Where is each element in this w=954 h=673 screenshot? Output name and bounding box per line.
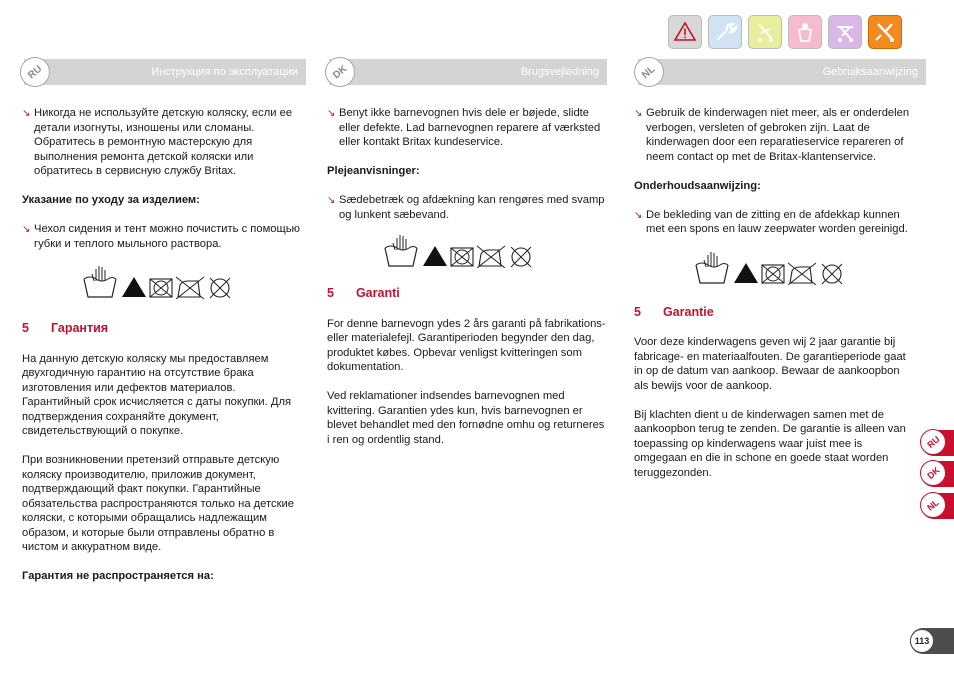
side-tab-nl[interactable]: NL — [921, 493, 954, 519]
no-iron-icon — [788, 263, 816, 285]
page-number: 113 — [910, 629, 934, 653]
care-symbols-nl — [694, 249, 916, 285]
no-dry-clean-icon — [511, 247, 531, 267]
top-icon-strip — [668, 15, 902, 49]
list-item: ↘ Benyt ikke barnevognen hvis dele er bøjede, slidte eller defekte. Lad barnevognen reparere af værksted eller kontakt Britax kundeservice. — [327, 107, 601, 148]
care-symbols-ru — [82, 263, 304, 299]
arrow-bullet-icon: ↘ — [22, 224, 31, 235]
language-badge-nl: NL — [634, 57, 664, 87]
header-title-nl: Gebruiksaanwijzing — [822, 66, 918, 78]
paragraph: Ved reklamationer indsendes barnevognen med kvittering. Garantien ydes kun, hvis barnevognen er blevet behandlet med den fornødne omhu og returneres i ren og ordentlig stand. — [327, 390, 605, 446]
bleach-icon — [423, 246, 447, 266]
bleach-icon — [122, 277, 146, 297]
section-heading-dk: 5 Garanti — [327, 286, 400, 300]
stroller-yellow-icon — [748, 15, 782, 49]
list-item: ↘ Чехол сидения и тент можно почистить с помощью губки и теплого мыльного раствора. — [22, 223, 300, 250]
column-dk — [327, 106, 609, 462]
language-badge-ru: RU — [20, 57, 50, 87]
care-symbols — [383, 232, 543, 268]
column-nl — [634, 106, 916, 495]
no-iron-icon — [477, 246, 505, 268]
no-iron-icon — [176, 277, 204, 299]
no-tumble-dry-icon — [451, 248, 473, 266]
arrow-bullet-icon: ↘ — [327, 195, 336, 206]
side-tab-ru[interactable]: RU — [921, 430, 954, 456]
care-heading: Указание по уходу за изделием: — [22, 194, 200, 206]
header-bar-ru — [24, 59, 306, 85]
header-bar-nl — [638, 59, 926, 85]
language-badge-dk: DK — [325, 57, 355, 87]
care-symbols — [694, 249, 854, 285]
stroller-purple-icon — [828, 15, 862, 49]
side-tab-dk[interactable]: DK — [921, 461, 954, 487]
list-item: ↘ Gebruik de kinderwagen niet meer, als er onderdelen verbogen, versleten of gebroken zijn. Laat de kinderwagen door een reparatieservice repareren of neem contact op met de Britax-klantenservice. — [634, 107, 910, 163]
warning-icon — [668, 15, 702, 49]
paragraph: Гарантия не распространяется на: — [22, 570, 214, 582]
paragraph: Bij klachten dient u de kinderwagen samen met de aankoopbon terug te zenden. De garantie is alleen van toepassing op kinderwagens waar juist mee is omgegaan en die in schone en goede staat worden teruggezonden. — [634, 408, 906, 479]
no-dry-clean-icon — [822, 264, 842, 284]
list-item: ↘ Никогда не используйте детскую коляску, если ее детали изогнуты, изношены или сломаны. Обратитесь в ремонтную мастерскую для выполнения ремонта детской коляски или обратитесь в сервисную службу Britax. — [22, 107, 293, 177]
no-dry-clean-icon — [210, 278, 230, 298]
paragraph: For denne barnevogn ydes 2 års garanti på fabrikations- eller materialefejl. Garantiperioden begynder den dag, produktet købes. Opbevar venligst kvitteringen som dokumentation. — [327, 317, 606, 373]
section-heading-nl: 5 Garantie — [634, 304, 714, 319]
care-symbols-dk — [383, 232, 609, 268]
paragraph: Voor deze kinderwagens geven wij 2 jaar garantie bij fabricage- en materiaalfouten. De garantieperiode gaat in op de datum van aankoop. Bewaar de aankoopbon als bewijs voor de aankoop. — [634, 336, 906, 392]
arrow-bullet-icon: ↘ — [634, 108, 643, 119]
section-heading-ru: 5 Гарантия — [22, 321, 109, 335]
header-title-dk: Brugsvejledning — [520, 66, 599, 78]
arrow-bullet-icon: ↘ — [327, 108, 336, 119]
care-heading: Plejeanvisninger: — [327, 165, 420, 177]
no-tumble-dry-icon — [762, 265, 784, 283]
header-bar-dk — [329, 59, 607, 85]
bleach-icon — [734, 263, 758, 283]
header-title-ru: Инструкция по эксплуатации — [151, 66, 298, 78]
care-symbols — [82, 263, 242, 299]
paragraph: При возникновении претензий отправьте детскую коляску производителю, приложив документ, подтверждающий факт покупки. Гарантийные обязательства распространяются только на детские коляски, с которыми обращались надлежащим образом, и которые были отправлены обратно в чистом и аккуратном виде. — [22, 454, 294, 553]
tools-icon — [708, 15, 742, 49]
hand-wash-icon — [385, 235, 417, 266]
arrow-bullet-icon: ↘ — [634, 209, 643, 221]
no-tumble-dry-icon — [150, 279, 172, 297]
baby-seat-icon — [788, 15, 822, 49]
care-heading: Onderhoudsaanwijzing: — [634, 179, 761, 192]
paragraph: На данную детскую коляску мы предоставляем двухгодичную гарантию на отсутствие брака изготовления или дефектов материалов. Гарантийный срок исчисляется с даты покупки. Для подтверждения сохраняйте документ, свидетельствующий о покупке. — [22, 352, 292, 437]
hand-wash-icon — [696, 252, 728, 283]
column-ru — [22, 106, 304, 598]
list-item: ↘ De bekleding van de zitting en de afdekkap kunnen met een spons en lauw zeepwater worden gereinigd. — [634, 208, 908, 235]
hand-wash-icon — [84, 266, 116, 297]
list-item: ↘ Sædebetræk og afdækning kan rengøres med svamp og lunkent sæbevand. — [327, 194, 605, 221]
arrow-bullet-icon: ↘ — [22, 108, 31, 119]
stroller-orange-icon — [868, 15, 902, 49]
